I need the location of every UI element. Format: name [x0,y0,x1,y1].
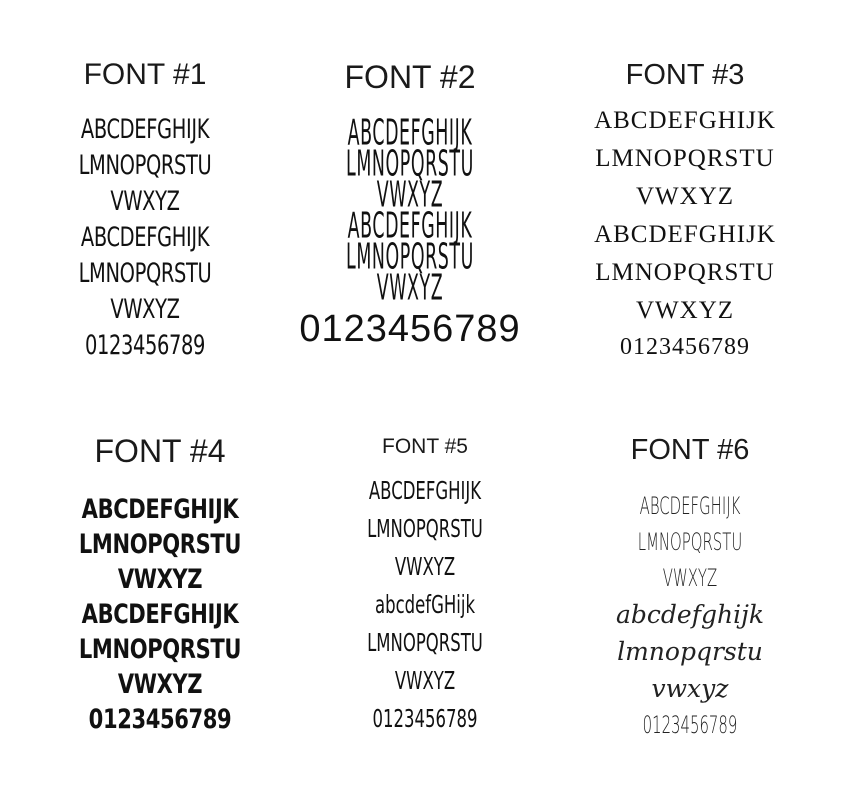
font-5-line-6: VWXYZ [394,666,456,695]
font-1-line-6: VWXYZ [110,294,180,325]
font-1-line-3: VWXYZ [110,186,180,217]
font-4-line-2: LMNOPQRSTU [78,529,242,560]
font-6-script-line-2: lmnopqrstu [617,637,763,666]
font-5-numbers: 0123456789 [372,704,478,733]
font-2-title: FONT #2 [344,59,476,95]
font-1-line-1: ABCDEFGHIJK [80,114,210,145]
font-6-panel [590,432,790,743]
font-3-panel [580,58,790,364]
font-5-line-2: LMNOPQRSTU [367,514,483,543]
font-6-script-line-3: vwxyz [651,674,729,703]
font-5-panel [325,434,525,738]
font-2-numbers: 0123456789 [299,308,521,350]
font-3-line-3: VWXYZ [635,183,735,210]
font-5-line-4: abcdefGHijk [374,590,476,619]
font-6-line-2: LMNOPQRSTU [637,528,743,556]
font-4-numbers: 0123456789 [88,704,232,735]
font-3-line-2: LMNOPQRSTU [595,145,775,172]
font-5-line-5: LMNOPQRSTU [367,628,483,657]
font-6-script-line-1: abcdefghijk [616,600,764,629]
font-4-panel [55,432,265,737]
font-4-line-5: LMNOPQRSTU [78,634,242,665]
font-2-line-4: ABCDEFGHIJK [347,205,473,248]
font-6-line-1: ABCDEFGHIJK [639,492,741,520]
font-1-numbers: 0123456789 [84,330,206,361]
font-4-line-1: ABCDEFGHIJK [81,494,239,525]
font-5-line-3: VWXYZ [394,552,456,581]
font-6-title: FONT #6 [630,434,750,466]
font-3-title: FONT #3 [625,59,745,91]
font-3-line-1: ABCDEFGHIJK [594,107,776,134]
font-1-line-5: LMNOPQRSTU [78,258,212,289]
font-2-line-2: LMNOPQRSTU [346,143,474,186]
font-5-line-1: ABCDEFGHIJK [368,476,482,505]
font-2-panel [285,58,535,352]
font-2-line-5: LMNOPQRSTU [346,236,474,279]
font-3-line-5: LMNOPQRSTU [595,259,775,286]
font-2-line-1: ABCDEFGHIJK [347,112,473,155]
font-6-numbers: 0123456789 [642,711,738,739]
font-5-title: FONT #5 [382,435,468,458]
font-4-line-4: ABCDEFGHIJK [81,599,239,630]
font-1-line-2: LMNOPQRSTU [78,150,212,181]
font-2-line-6: VWXYZ [376,267,444,310]
font-6-line-3: VWXYZ [662,564,718,592]
font-1-panel [40,58,250,364]
font-4-line-6: VWXYZ [117,669,203,700]
font-3-line-4: ABCDEFGHIJK [594,221,776,248]
font-3-line-6: VWXYZ [635,297,735,324]
font-1-title: FONT #1 [83,58,207,91]
font-4-title: FONT #4 [94,433,226,469]
font-1-line-4: ABCDEFGHIJK [80,222,210,253]
font-4-line-3: VWXYZ [117,564,203,595]
font-2-line-3: VWXYZ [376,174,444,217]
font-3-numbers: 0123456789 [620,334,750,360]
